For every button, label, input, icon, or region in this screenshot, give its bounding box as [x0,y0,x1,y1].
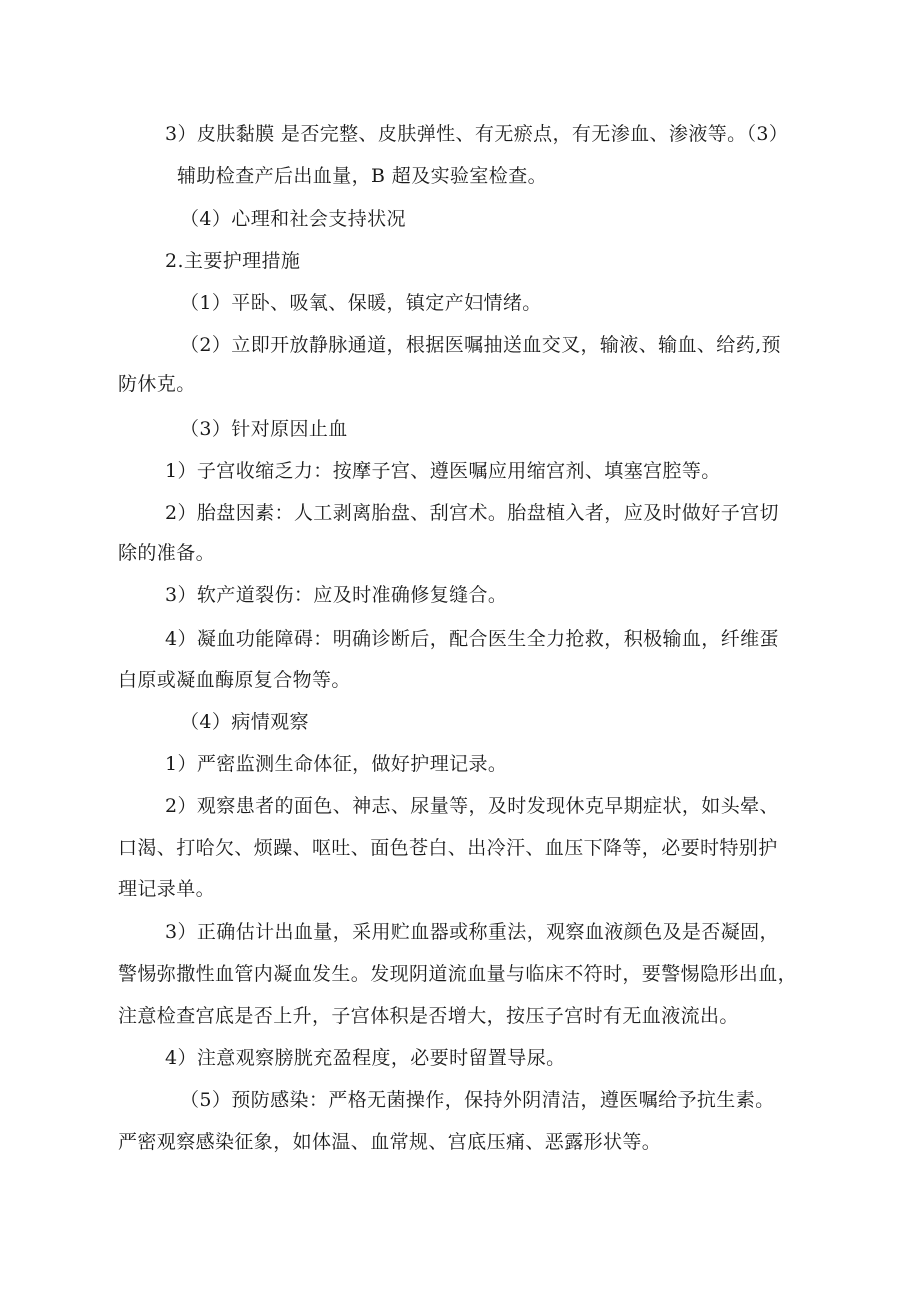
line-psych-support: （4）心理和社会支持状况 [180,208,406,230]
line-coagulation: 4）凝血功能障碍：明确诊断后，配合医生全力抢救，积极输血，纤维蛋 [165,628,779,650]
line-observation-4: 4）注意观察膀胱充盈程度，必要时留置导尿。 [165,1047,566,1069]
line-observation-3: 3）正确估计出血量，采用贮血器或称重法，观察血液颜色及是否凝固， [165,921,779,943]
line-observation-2-cont2: 理记录单。 [118,878,216,900]
line-birth-canal: 3）软产道裂伤：应及时准确修复缝合。 [165,584,508,606]
line-infection-prevention-cont: 严密观察感染征象，如体温、血常规、宫底压痛、恶露形状等。 [118,1131,662,1153]
line-measure-1: （1）平卧、吸氧、保暖，镇定产妇情绪。 [180,292,542,314]
line-observation-3-cont: 警惕弥撒性血管内凝血发生。发现阴道流血量与临床不符时，要警惕隐形出血， [118,963,798,985]
line-observation-1: 1）严密监测生命体征，做好护理记录。 [165,753,508,775]
line-measure-3: （3）针对原因止血 [180,418,348,440]
line-observation-heading: （4）病情观察 [180,711,309,733]
line-placental-cont: 除的准备。 [118,542,216,564]
section-heading-main-measures: 2.主要护理措施 [165,250,301,272]
line-uterine-atony: 1）子宫收缩乏力：按摩子宫、遵医嘱应用缩宫剂、填塞宫腔等。 [165,460,721,482]
line-coagulation-cont: 白原或凝血酶原复合物等。 [118,669,351,691]
line-infection-prevention: （5）预防感染：严格无菌操作，保持外阴清洁，遵医嘱给予抗生素。 [180,1089,775,1111]
line-placental: 2）胎盘因素：人工剥离胎盘、刮宫术。胎盘植入者，应及时做好子宫切 [165,502,779,524]
line-observation-2-cont: 口渴、打哈欠、烦躁、呕吐、面色苍白、出冷汗、血压下降等，必要时特别护 [118,837,778,859]
line-auxiliary-exam: 辅助检查产后出血量，B 超及实验室检查。 [177,165,548,187]
line-measure-2: （2）立即开放静脉通道，根据医嘱抽送血交叉，输液、输血、给药,预 [180,334,781,356]
line-skin-mucosa: 3）皮肤黏膜 是否完整、皮肤弹性、有无瘀点，有无渗血、渗液等。（3） [165,123,789,145]
line-measure-2-cont: 防休克。 [118,373,196,395]
line-observation-2: 2）观察患者的面色、神志、尿量等，及时发现休克早期症状，如头晕、 [165,795,779,817]
line-observation-3-cont2: 注意检查宫底是否上升，子宫体积是否增大，按压子宫时有无血液流出。 [118,1005,739,1027]
